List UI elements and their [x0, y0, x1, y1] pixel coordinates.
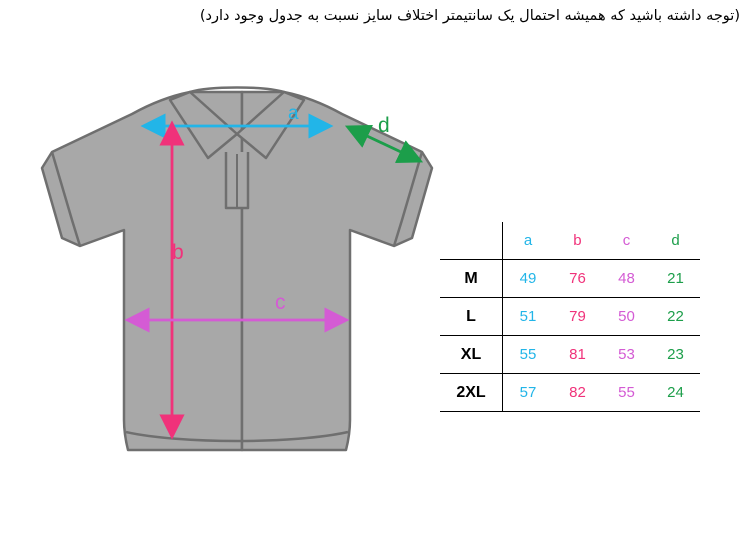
size-note-text: (توجه داشته باشید که همیشه احتمال یک سانتیمتر اختلاف سایز نسبت به جدول وجود دارد)	[199, 8, 740, 24]
table-header-row	[440, 222, 700, 260]
cell-2xl-b: 82	[553, 374, 602, 412]
size-label-m: M	[440, 260, 503, 298]
header-cell-d: d	[671, 232, 680, 249]
dimension-label-b: b	[172, 241, 184, 264]
dimension-label-c: c	[275, 291, 286, 314]
size-label-l: L	[440, 298, 503, 336]
cell-xl-c: 53	[602, 336, 651, 374]
table-row	[440, 374, 700, 412]
cell-l-d: 22	[651, 298, 700, 336]
cell-2xl-d: 24	[651, 374, 700, 412]
table-row	[440, 260, 700, 298]
size-chart-table	[440, 222, 700, 412]
cell-m-c: 48	[602, 260, 651, 298]
cell-xl-a: 55	[503, 336, 553, 374]
cell-m-d: 21	[651, 260, 700, 298]
cell-2xl-a: 57	[503, 374, 553, 412]
cell-m-b: 76	[553, 260, 602, 298]
cell-2xl-c: 55	[602, 374, 651, 412]
table-row	[440, 298, 700, 336]
cell-xl-d: 23	[651, 336, 700, 374]
cell-l-a: 51	[503, 298, 553, 336]
header-cell-size	[440, 222, 503, 260]
table-row	[440, 336, 700, 374]
size-label-xl: XL	[440, 336, 503, 374]
dimension-label-a: a	[288, 103, 299, 124]
shirt-measurement-diagram	[20, 60, 450, 480]
cell-m-a: 49	[503, 260, 553, 298]
cell-l-c: 50	[602, 298, 651, 336]
header-cell-b: b	[573, 232, 582, 249]
header-cell-a: a	[523, 232, 533, 249]
header-cell-c: c	[622, 232, 631, 249]
cell-l-b: 79	[553, 298, 602, 336]
size-label-2xl: 2XL	[440, 374, 503, 412]
cell-xl-b: 81	[553, 336, 602, 374]
dimension-label-d: d	[378, 114, 390, 137]
